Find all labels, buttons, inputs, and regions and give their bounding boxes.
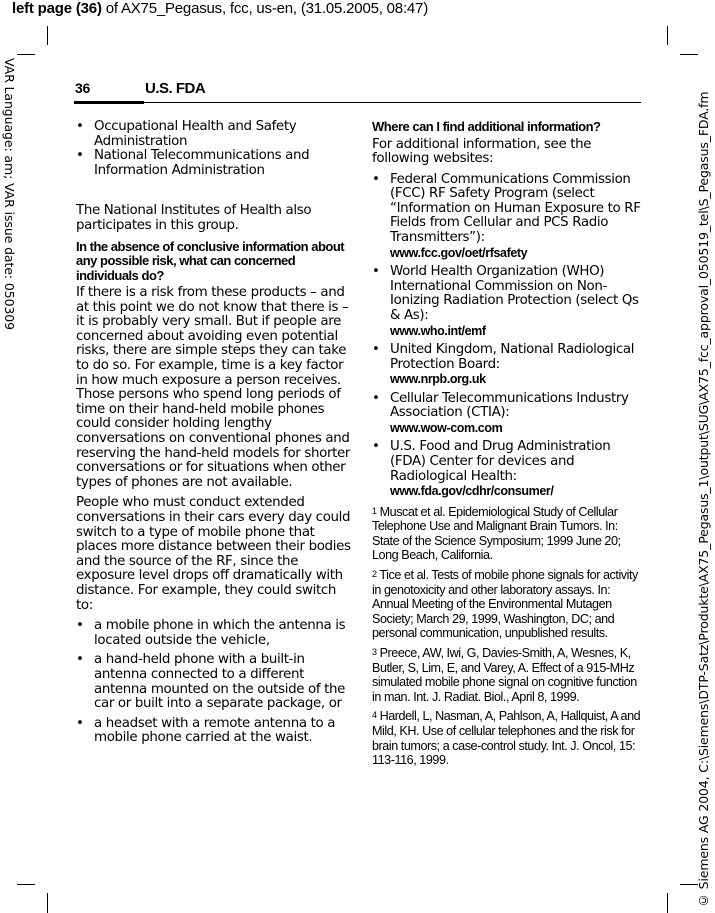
bullet-icon: • xyxy=(76,119,84,134)
websites-list xyxy=(372,173,644,499)
list-item: • Federal Communications Commission (FCC) RF Safety Program (select “Information on Human Exposure to RF Fields from Cellular and PCS Radio Transmitters”): www.fcc.gov/oet/rfsafety xyxy=(372,173,644,260)
left-margin-info: VAR Language: am; VAR issue date: 050309 xyxy=(2,58,17,330)
footnote: $^4$ Hardell, L, Nasman, A, Pahlson, A, Hallquist, A and Mild, KH. Use of cellular telephones and the risk for brain tumors; a case-control study. Int. J. Oncol, 15: 113-116, 1999. xyxy=(372,709,641,768)
website-link[interactable]: www.fcc.gov/oet/rfsafety xyxy=(390,245,528,260)
list-item: • World Health Organization (WHO) International Commission on Non-Ionizing Radiation Protection (select Qs & As): www.who.int/emf xyxy=(372,265,644,338)
bullet-icon: • xyxy=(372,171,380,187)
question-heading: Where can I find additional information? xyxy=(372,119,601,134)
print-title-page-number: 36 xyxy=(80,0,97,17)
right-column xyxy=(372,120,644,773)
answer-paragraph: If there is a risk from these products – and at this point we do not know that there is – it is probably very small. But if people are concerned about avoiding even potential risks, there are simple steps they can take to do so. For example, time is a key factor in how much exposure a person receives. Those persons who spend long periods of time on their hand-held mobile phones could consider holding lengthy conversations on conventional phones and reserving the hand-held models for shorter conversations or for situations when other types of phones are not available. xyxy=(76,285,351,490)
section-title: U.S. FDA xyxy=(145,80,206,97)
header-rule-accent xyxy=(74,101,144,104)
nih-paragraph: The National Institutes of Health also participates in this group. xyxy=(76,203,312,233)
bullet-icon: • xyxy=(372,390,380,406)
list-item: • Occupational Health and Safety Administration xyxy=(76,119,297,149)
bullet-icon: • xyxy=(76,715,84,731)
footnote: $^2$ Tice et al. Tests of mobile phone signals for activity in genotoxicity and other laboratory assays. In: Annual Meeting of the Environmental Mutagen Society; March 29, 1999, Washington, DC; and personal communication, unpublished results. xyxy=(372,568,638,641)
crop-mark-top-right-horizontal xyxy=(680,54,698,55)
question-heading: In the absence of conclusive information about any possible risk, what can concerned individuals do? xyxy=(76,238,345,283)
bullet-icon: • xyxy=(76,148,84,164)
right-margin-file-path: © Siemens AG 2004, C:\Siemens\DTP-Satz\Produkte\AX75_Pegasus_1\output\SUG\AX75_fcc_approval_050519_tel\S_Pegasus_FDA.fm xyxy=(696,91,711,908)
bullet-icon: • xyxy=(76,618,84,634)
footnote: $^3$ Preece, AW, Iwi, G, Davies-Smith, A, Wesnes, K, Butler, S, Lim, E, and Varey, A. Effect of a 915-MHz simulated mobile phone signal on cognitive function in man. Int. J. Radiat. Biol., April 8, 1999. xyxy=(372,646,637,704)
bullet-icon: • xyxy=(76,652,84,668)
bullet-icon: • xyxy=(372,264,380,280)
list-item: • United Kingdom, National Radiological Protection Board: www.nrpb.org.uk xyxy=(372,343,644,387)
footnote-number: 2 xyxy=(372,569,377,580)
crop-mark-top-left-horizontal xyxy=(17,54,35,55)
crop-mark-top-right-vertical xyxy=(667,26,668,45)
list-item: • a mobile phone in which the antenna is located outside the vehicle, xyxy=(76,618,346,648)
list-item: • a headset with a remote antenna to a mobile phone carried at the waist. xyxy=(76,715,336,746)
spacer xyxy=(76,184,354,204)
website-link[interactable]: www.nrpb.org.uk xyxy=(390,372,486,387)
switch-options-list xyxy=(76,619,354,746)
print-title-bold-prefix: left page ( xyxy=(12,0,81,17)
answer-paragraph: People who must conduct extended conversations in their cars every day could switch to a type of mobile phone that places more distance between their bodies and the source of the RF, since the exposure level drops off dramatically with distance. For example, they could switch to: xyxy=(76,495,351,613)
website-link[interactable]: www.wow-com.com xyxy=(390,420,503,435)
crop-mark-top-left-vertical xyxy=(47,26,48,45)
print-title-bold-suffix: ) xyxy=(96,0,102,17)
crop-mark-bottom-left-horizontal xyxy=(17,884,35,885)
list-item: • a hand-held phone with a built-in antenna connected to a different antenna mounted on the outside of the car or built into a separate package, or xyxy=(76,652,346,712)
footnote-number: 1 xyxy=(372,505,377,516)
crop-mark-bottom-left-vertical xyxy=(47,893,48,913)
crop-mark-bottom-right-vertical xyxy=(667,893,668,913)
header-rule xyxy=(143,102,641,103)
bullet-icon: • xyxy=(372,439,380,455)
website-link[interactable]: www.who.int/emf xyxy=(390,323,486,338)
list-item: • National Telecommunications and Information Administration xyxy=(76,148,310,178)
footnote: $^1$ Muscat et al. Epidemiological Study of Cellular Telephone Use and Malignant Brain Tumors. In: State of the Science Symposium; 1999 June 20; Long Beach, California. xyxy=(372,504,621,563)
print-title-rest: of AX75_Pegasus, fcc, us-en, (31.05.2005, 08:47) xyxy=(101,0,428,17)
footnote-number: 4 xyxy=(372,710,377,721)
website-link[interactable]: www.fda.gov/cdhr/consumer/ xyxy=(390,484,554,499)
websites-intro: For additional information, see the following websites: xyxy=(372,136,592,167)
list-item: • Cellular Telecommunications Industry Association (CTIA): www.wow-com.com xyxy=(372,392,644,436)
left-column xyxy=(76,120,354,752)
page-number: 36 xyxy=(75,80,90,96)
bullet-icon: • xyxy=(372,342,380,358)
print-job-title xyxy=(12,0,428,18)
agency-list xyxy=(76,120,354,178)
list-item: • U.S. Food and Drug Administration (FDA) Center for devices and Radiological Health: www.fda.gov/cdhr/consumer/ xyxy=(372,440,644,498)
footnote-number: 3 xyxy=(372,647,377,658)
